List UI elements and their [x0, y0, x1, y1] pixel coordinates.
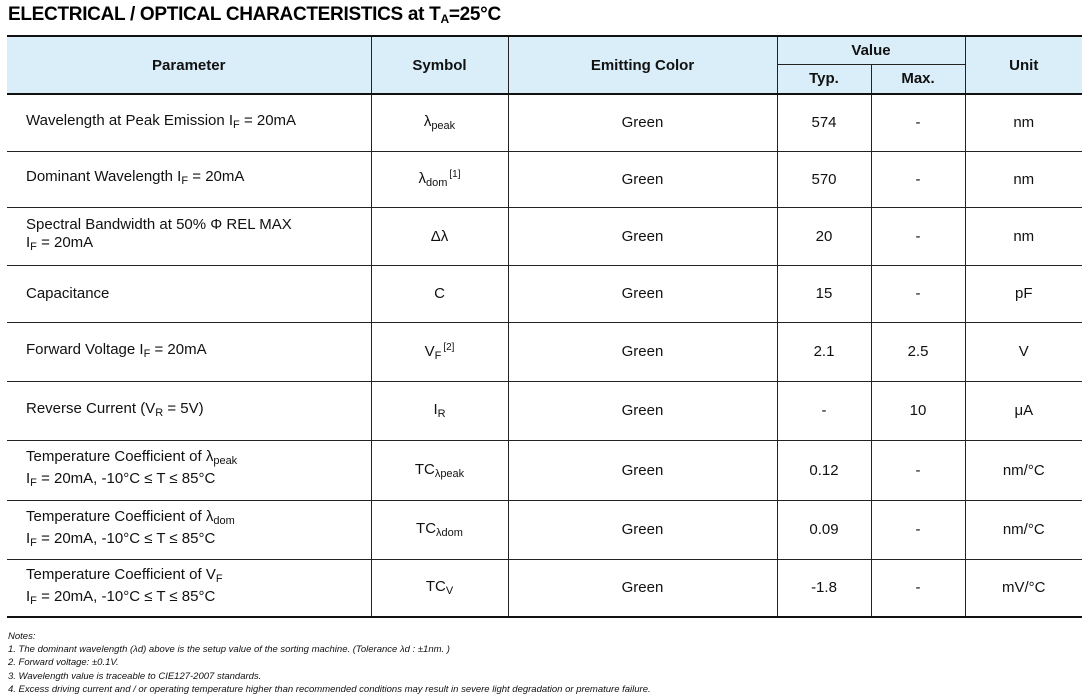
- unit-cell: nm/°C: [965, 500, 1082, 559]
- max-value-cell: -: [871, 94, 965, 151]
- parameter-cell: Forward Voltage $I_F = 20mA$: [7, 322, 371, 381]
- unit-cell: V: [965, 322, 1082, 381]
- max-value-cell: -: [871, 440, 965, 500]
- typ-value-cell: 0.09: [777, 500, 871, 559]
- symbol-cell: $\lambda_{peak}$: [371, 94, 508, 151]
- symbol-cell: $I_R$: [371, 381, 508, 440]
- unit-cell: pF: [965, 265, 1082, 322]
- typ-value-cell: 0.12: [777, 440, 871, 500]
- table-row: [7, 322, 1082, 381]
- symbol-cell: C: [371, 265, 508, 322]
- max-value-cell: -: [871, 265, 965, 322]
- typ-value-cell: 570: [777, 151, 871, 207]
- note-item: 4. Excess driving current and / or operating temperature higher than recommended conditions may result in severe light degradation or premature failure.: [8, 683, 651, 695]
- parameter-cell: Temperature Coefficient of $\lambda_{peak}$ $I_F = 20mA$, -10°C ≤ T ≤ 85°C: [7, 440, 371, 500]
- table-row: [7, 265, 1082, 322]
- max-value-cell: -: [871, 500, 965, 559]
- symbol-cell: $TC_{\lambda peak}$: [371, 440, 508, 500]
- typ-value-cell: 574: [777, 94, 871, 151]
- emitting-color-cell: Green: [508, 440, 777, 500]
- max-value-cell: 2.5: [871, 322, 965, 381]
- typ-value-cell: -1.8: [777, 559, 871, 617]
- unit-cell: mV/°C: [965, 559, 1082, 617]
- unit-cell: nm: [965, 151, 1082, 207]
- parameter-cell: Spectral Bandwidth at 50% Φ REL MAX $I_F = 20mA$: [7, 207, 371, 265]
- characteristics-table: [7, 35, 1082, 618]
- table-row: [7, 559, 1082, 617]
- emitting-color-cell: Green: [508, 381, 777, 440]
- header-emitting-color: Emitting Color: [508, 36, 777, 94]
- emitting-color-cell: Green: [508, 500, 777, 559]
- header-unit: Unit: [965, 36, 1082, 94]
- table-row: [7, 381, 1082, 440]
- symbol-cell: Δλ: [371, 207, 508, 265]
- typ-value-cell: 2.1: [777, 322, 871, 381]
- table-row: [7, 440, 1082, 500]
- header-symbol: Symbol: [371, 36, 508, 94]
- header-value: Value: [777, 36, 965, 64]
- note-item: 1. The dominant wavelength (λd) above is the setup value of the sorting machine. (Tolerance λd : ±1nm. ): [8, 644, 450, 656]
- emitting-color-cell: Green: [508, 151, 777, 207]
- symbol-cell: $\lambda_{dom}[1]$: [371, 151, 508, 207]
- typ-value-cell: 15: [777, 265, 871, 322]
- page-title: ELECTRICAL / OPTICAL CHARACTERISTICS at $T_A=25^\circ C$: [8, 4, 501, 26]
- emitting-color-cell: Green: [508, 559, 777, 617]
- note-item: 3. Wavelength value is traceable to CIE127-2007 standards.: [8, 670, 262, 682]
- parameter-cell: Dominant Wavelength $I_F = 20mA$: [7, 151, 371, 207]
- header-parameter: Parameter: [7, 36, 371, 94]
- typ-value-cell: 20: [777, 207, 871, 265]
- table-row: [7, 207, 1082, 265]
- emitting-color-cell: Green: [508, 207, 777, 265]
- notes-heading: Notes:: [8, 631, 36, 642]
- max-value-cell: -: [871, 559, 965, 617]
- typ-value-cell: -: [777, 381, 871, 440]
- note-item: 2. Forward voltage: ±0.1V.: [8, 657, 119, 669]
- parameter-cell: Temperature Coefficient of $\lambda_{dom}$ $I_F = 20mA$, -10°C ≤ T ≤ 85°C: [7, 500, 371, 559]
- notes: [8, 630, 651, 696]
- table-row: [7, 500, 1082, 559]
- max-value-cell: -: [871, 207, 965, 265]
- emitting-color-cell: Green: [508, 94, 777, 151]
- unit-cell: μA: [965, 381, 1082, 440]
- unit-cell: nm: [965, 207, 1082, 265]
- table-row: [7, 151, 1082, 207]
- max-value-cell: 10: [871, 381, 965, 440]
- symbol-cell: $V_F[2]$: [371, 322, 508, 381]
- emitting-color-cell: Green: [508, 265, 777, 322]
- parameter-cell: Reverse Current $(V_R = 5V)$: [7, 381, 371, 440]
- table-row: [7, 94, 1082, 151]
- parameter-cell: Temperature Coefficient of $V_F$ $I_F = 20mA$, -10°C ≤ T ≤ 85°C: [7, 559, 371, 617]
- header-max: Max.: [871, 64, 965, 94]
- unit-cell: nm: [965, 94, 1082, 151]
- emitting-color-cell: Green: [508, 322, 777, 381]
- symbol-cell: $TC_V$: [371, 559, 508, 617]
- unit-cell: nm/°C: [965, 440, 1082, 500]
- symbol-cell: $TC_{\lambda dom}$: [371, 500, 508, 559]
- parameter-cell: Capacitance: [7, 265, 371, 322]
- max-value-cell: -: [871, 151, 965, 207]
- parameter-cell: Wavelength at Peak Emission $I_F = 20mA$: [7, 94, 371, 151]
- header-typ: Typ.: [777, 64, 871, 94]
